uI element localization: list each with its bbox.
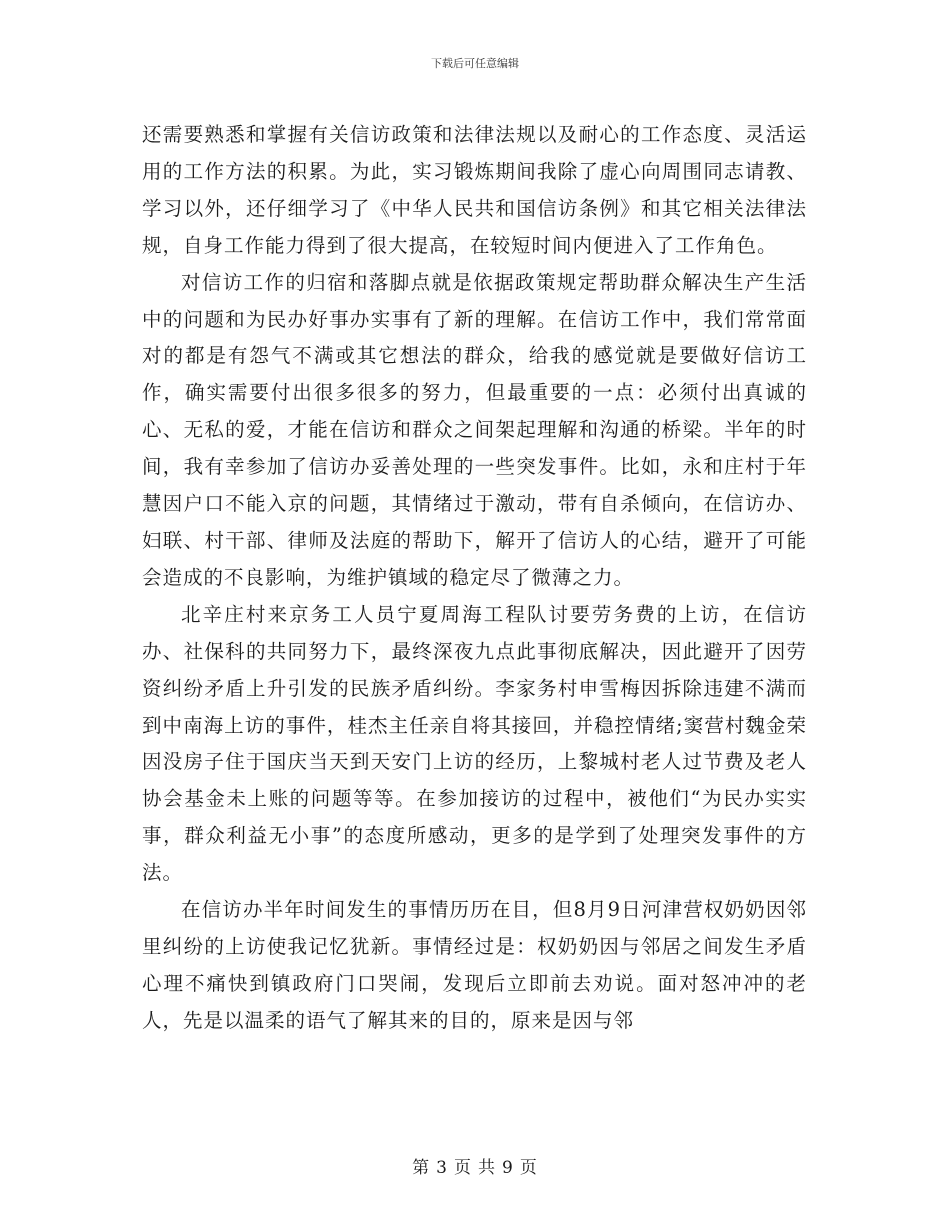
total-pages-number: 9 <box>502 1158 514 1178</box>
document-body <box>142 117 807 1040</box>
footer-suffix: 页 <box>519 1158 538 1178</box>
paragraph: 北辛庄村来京务工人员宁夏周海工程队讨要劳务费的上访，在信访办、社保科的共同努力下，最终深夜九点此事彻底解决，因此避开了因劳资纠纷矛盾上升引发的民族矛盾纠纷。李家务村申雪梅因拆除违建不满而到中南海上访的事件，桂杰主任亲自将其接回，并稳控情绪;窦营村魏金荣因没房子住于国庆当天到天安门上访的经历，上黎城村老人过节费及老人协会基金未上账的问题等等。在参加接访的过程中，被他们“为民办实实事，群众利益无小事”的态度所感动，更多的是学到了处理突发事件的方法。 <box>142 602 807 885</box>
paragraph: 在信访办半年时间发生的事情历历在目，但8月9日河津营权奶奶因邻里纠纷的上访使我记忆犹新。事情经过是：权奶奶因与邻居之间发生矛盾心理不痛快到镇政府门口哭闹，发现后立即前去劝说。面对怒冲冲的老人，先是以温柔的语气了解其来的目的，原来是因与邻 <box>142 898 807 1032</box>
footer-prefix: 第 <box>412 1158 431 1178</box>
current-page-number: 3 <box>436 1158 448 1178</box>
page-footer <box>0 1153 950 1178</box>
paragraph: 对信访工作的归宿和落脚点就是依据政策规定帮助群众解决生产生活中的问题和为民办好事办实事有了新的理解。在信访工作中，我们常常面对的都是有怨气不满或其它想法的群众，给我的感觉就是要做好信访工作，确实需要付出很多很多的努力，但最重要的一点：必须付出真诚的心、无私的爱，才能在信访和群众之间架起理解和沟通的桥梁。半年的时间，我有幸参加了信访办妥善处理的一些突发事件。比如，永和庄村于年慧因户口不能入京的问题，其情绪过于激动，带有自杀倾向，在信访办、妇联、村干部、律师及法庭的帮助下，解开了信访人的心结，避开了可能会造成的不良影响，为维护镇域的稳定尽了微薄之力。 <box>142 270 807 589</box>
footer-total-word: 共 <box>478 1158 496 1178</box>
footer-page-word: 页 <box>454 1158 472 1178</box>
paragraph-continuation: 还需要熟悉和掌握有关信访政策和法律法规以及耐心的工作态度、灵活运用的工作方法的积累。为此，实习锻炼期间我除了虚心向周围同志请教、学习以外，还仔细学习了《中华人民共和国信访条例》和其它相关法律法规，自身工作能力得到了很大提高，在较短时间内便进入了工作角色。 <box>142 123 807 257</box>
page-header: 下载后可任意编辑 <box>431 57 519 70</box>
